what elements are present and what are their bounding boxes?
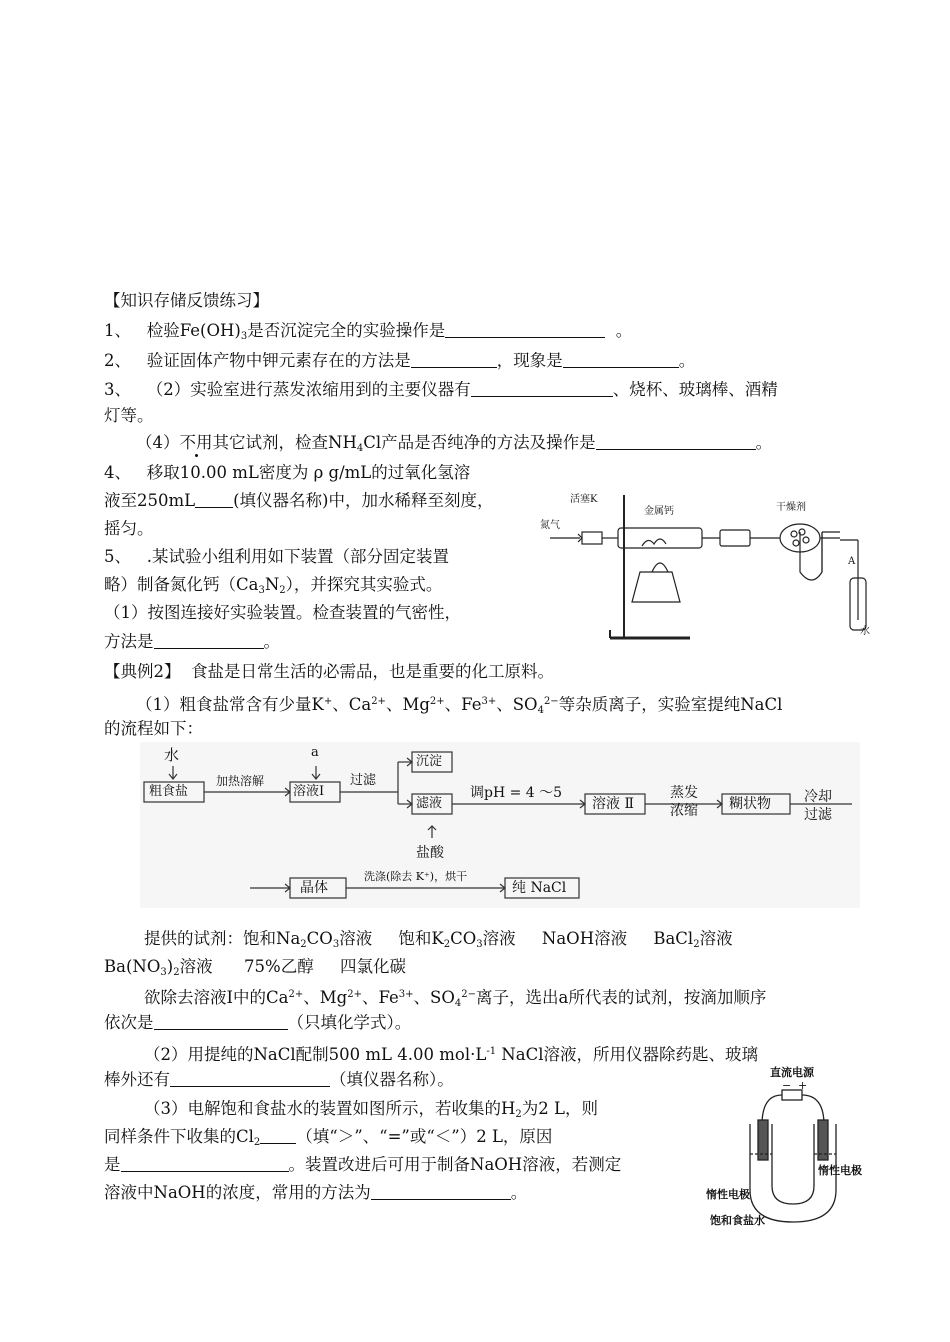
alcohol-lamp [632, 572, 680, 602]
text-adjust-ph: 调pH = 4 ～5 [470, 785, 563, 801]
question-number: 3、 [104, 380, 131, 399]
emphasis-text: 不用 [179, 433, 213, 452]
question-3-line3: （4）不用其它试剂，检查$NH_4Cl$产品是否纯净的方法及操作是 。 [136, 433, 773, 454]
example-2-p3-line3: 是 。装置改进后可用于制备NaOH溶液，若测定 [104, 1155, 622, 1174]
answer-blank[interactable] [596, 433, 756, 450]
text-crystal: 晶体 [300, 880, 328, 896]
question-3-line1: 3、 （2）实验室进行蒸发浓缩用到的主要仪器有 、烧杯、玻璃棒、酒精 [104, 380, 778, 399]
section-title: 【知识存储反馈练习】 [104, 291, 269, 310]
example-2-question-line2: 依次是 （只填化学式）。 [104, 1013, 412, 1032]
label-plus: + [798, 1079, 808, 1092]
question-number: 2、 [104, 351, 131, 370]
question-number: 1、 [104, 321, 131, 340]
label-desiccant: 干燥剂 [776, 502, 806, 513]
question-5-line3: （1）按图连接好实验装置。检查装置的气密性， [104, 603, 461, 622]
apparatus-diagram [540, 460, 870, 645]
answer-blank[interactable] [195, 491, 233, 508]
example-2-p2-line2: 棒外还有 （填仪器名称）。 [104, 1070, 454, 1089]
label-a: A [848, 556, 856, 567]
example-2-title: 【典例2】 食盐是日常生活的必需品，也是重要的化工原料。 [104, 662, 554, 681]
text-pure-nacl: 纯 NaCl [512, 880, 567, 896]
label-a: a [311, 745, 319, 760]
text-solution2: 溶液 Ⅱ [592, 796, 634, 812]
answer-blank[interactable] [371, 1183, 511, 1200]
label-gas: 氮气 [540, 520, 560, 531]
text-crude-salt: 粗食盐 [149, 784, 189, 799]
label-metal: 金属钙 [644, 506, 674, 517]
answer-blank[interactable] [260, 1127, 296, 1144]
answer-blank[interactable] [563, 351, 679, 368]
question-2: 2、 验证固体产物中钾元素存在的方法是 ，现象是 。 [104, 351, 696, 370]
example-2-p3-line4: 溶液中NaOH的浓度，常用的方法为 。 [104, 1183, 528, 1202]
question-4-line2: 液至250mL (填仪器名称)中，加水稀释至刻度， [104, 491, 494, 510]
metal-calcium [642, 539, 666, 546]
question-5-line4: 方法是 。 [104, 632, 280, 651]
question-1: 1、 检验$Fe(OH)_3$是否沉淀完全的实验操作是 。 [104, 321, 633, 342]
example-2-p1: （1）粗食盐常含有少量K+、$Ca^{2+}$、$Mg^{2+}$、$Fe^{3+}$、$SO_4^{2-}$等杂质离子，实验室提纯NaCl [136, 695, 783, 716]
label-inert-left: 惰性电极 [706, 1188, 750, 1201]
question-4-line1: 4、 移取10.00 mL密度为 ρ g/mL的过氧化氢溶 [104, 463, 471, 482]
text-solution1: 溶液Ⅰ [293, 784, 325, 799]
answer-blank[interactable] [121, 1155, 289, 1172]
text-evaporate-2: 浓缩 [670, 803, 698, 819]
label-brine: 饱和食盐水 [710, 1214, 765, 1227]
label-water: 水 [164, 746, 180, 764]
text-hcl: 盐酸 [416, 845, 444, 861]
label-power: 直流电源 [770, 1066, 814, 1079]
text-dissolve: 加热溶解 [216, 774, 265, 788]
answer-blank[interactable] [411, 351, 497, 368]
question-3-line2: 灯等。 [104, 406, 154, 425]
label-inert-right: 惰性电极 [818, 1164, 862, 1177]
example-2-question: 欲除去溶液Ⅰ中的$Ca^{2+}$、$Mg^{2+}$、$Fe^{3+}$、$SO_4^{2-}$离子，选出a所代表的试剂，按滴加顺序 [144, 988, 767, 1009]
process-flowchart [140, 742, 860, 908]
answer-blank[interactable] [154, 1013, 288, 1030]
example-2-p1-line2: 的流程如下： [104, 719, 203, 738]
answer-blank[interactable] [154, 632, 264, 649]
question-number: 5、 [104, 547, 131, 566]
text-cool-1: 冷却 [804, 789, 832, 805]
question-4-line3: 摇匀。 [104, 519, 154, 538]
u-tube-inner [772, 1124, 814, 1204]
question-number: 4、 [104, 463, 131, 482]
text-cool-2: 过滤 [804, 807, 832, 823]
answer-blank[interactable] [170, 1070, 330, 1087]
electrolysis-diagram [700, 1062, 870, 1234]
text-paste: 糊状物 [729, 796, 771, 812]
text-evaporate-1: 蒸发 [670, 785, 698, 801]
label-minus: − [782, 1079, 792, 1092]
example-2-p3-line2: 同样条件下收集的$Cl_2$ （填“＞”、“=”或“＜”）2 L，原因 [104, 1127, 553, 1148]
reagents-line1: 提供的试剂：饱和$Na_2CO_3$溶液 饱和$K_2CO_3$溶液 NaOH溶液 BaCl$_2$溶液 [144, 929, 733, 950]
text-precipitate: 沉淀 [416, 754, 443, 769]
question-5-line1: 5、 .某试验小组利用如下装置（部分固定装置 [104, 547, 449, 566]
valve-k [582, 532, 602, 544]
text-wash: 洗涤(除去 K⁺)，烘干 [364, 870, 468, 883]
example-label: 【典例2】 [104, 662, 181, 681]
text-filtrate: 滤液 [416, 796, 443, 811]
example-2-p3-line1: （3）电解饱和食盐水的装置如图所示，若收集的$H_2$为2 L，则 [144, 1099, 598, 1120]
label-valve: 活塞K [570, 494, 598, 505]
text-filter: 过滤 [350, 773, 377, 788]
answer-blank[interactable] [445, 321, 605, 338]
example-2-p2: （2）用提纯的NaCl配制500 mL 4.00 $mol\cdot L^{-1}$ NaCl溶液，所用仪器除药匙、玻璃 [144, 1045, 758, 1064]
answer-blank[interactable] [471, 380, 613, 397]
label-water: 水 [860, 626, 870, 637]
reagents-line2: $Ba(NO_3)_2$溶液 75%乙醇 四氯化碳 [104, 957, 406, 978]
reaction-tube [618, 528, 702, 548]
question-5-line2: 略）制备氮化钙$(Ca_3N_2)$，并探究其实验式。 [104, 575, 443, 596]
